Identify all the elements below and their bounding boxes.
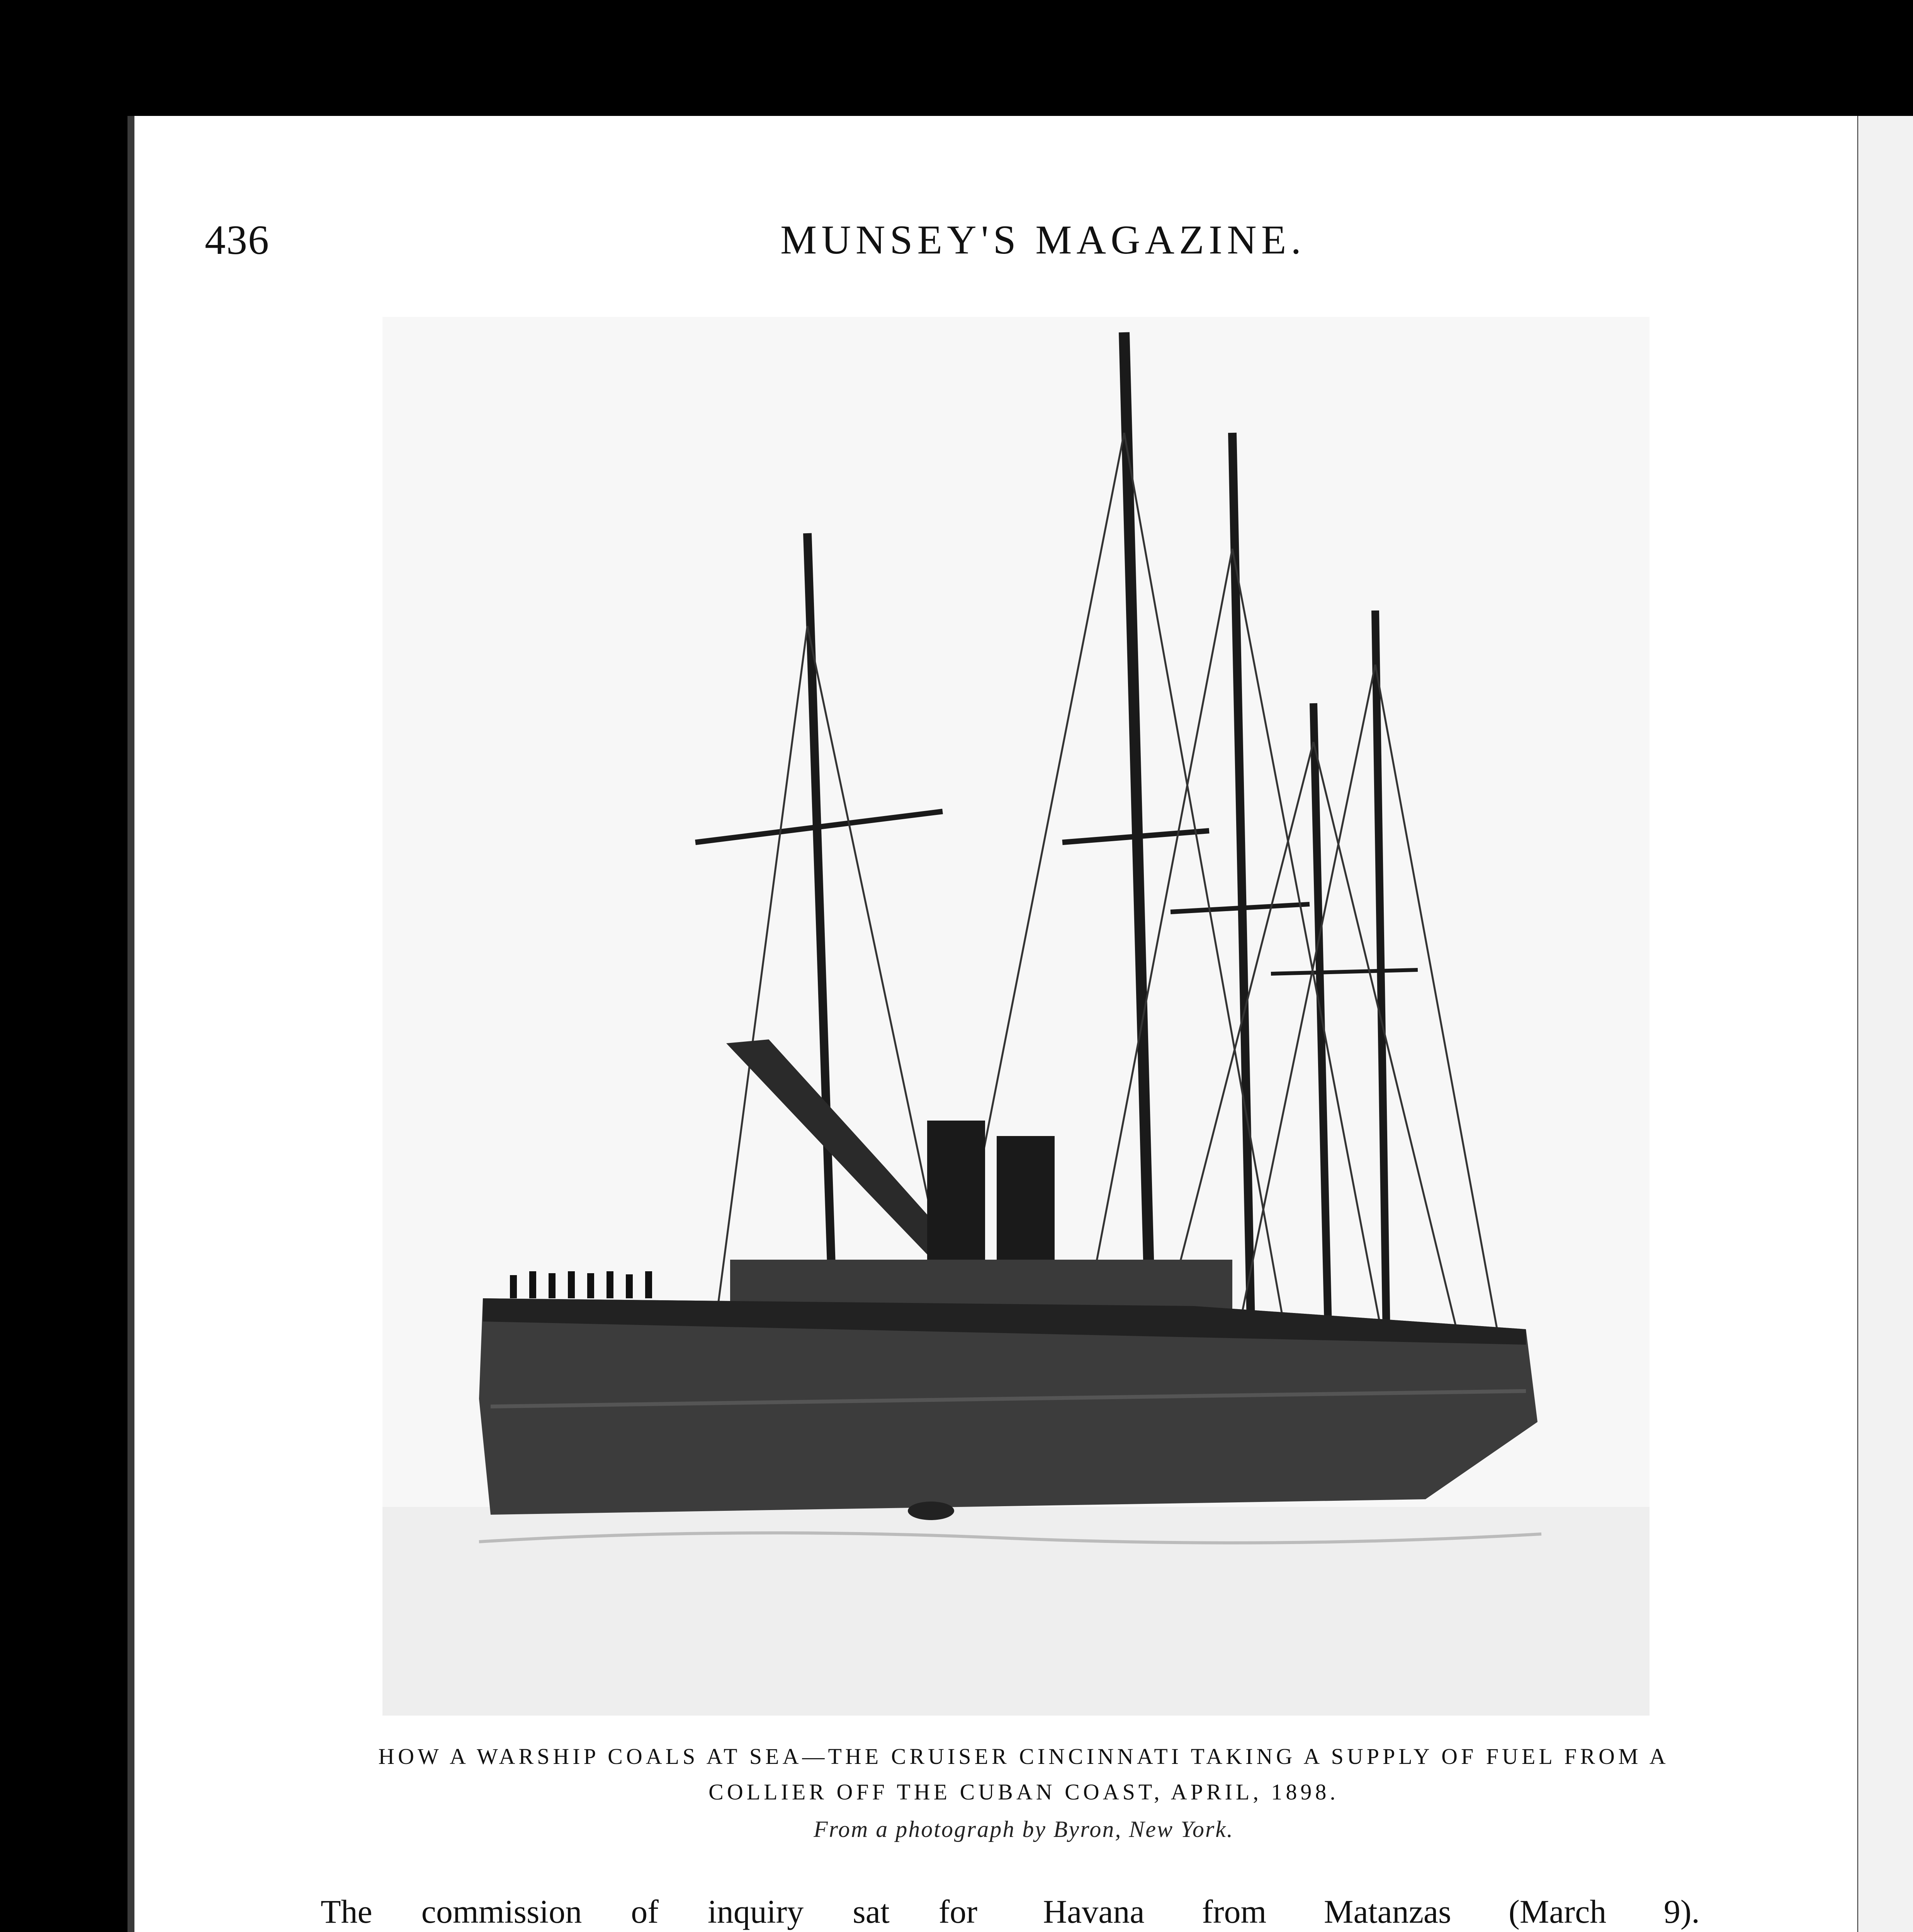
photo-credit: From a photograph by Byron, New York. <box>814 1816 1234 1842</box>
page-number: 436 <box>205 217 270 263</box>
body-column-left <box>321 1889 977 1932</box>
ship-photograph <box>382 317 1650 1716</box>
caption-line-2: COLLIER OFF THE CUBAN COAST, APRIL, 1898. <box>708 1779 1339 1804</box>
body-column-right <box>1043 1889 1700 1932</box>
running-title: MUNSEY'S MAGAZINE. <box>780 217 1306 262</box>
text-line: The commission of inquiry sat for <box>321 1893 977 1930</box>
photo-caption <box>324 1739 1723 1810</box>
caption-line-1: HOW A WARSHIP COALS AT SEA—THE CRUISER CINCINNATI TAKING A SUPPLY OF FUEL FROM A <box>378 1744 1669 1769</box>
adjacent-page-edge <box>1850 116 1913 1932</box>
text-line: Havana from Matanzas (March 9). <box>1043 1893 1700 1930</box>
